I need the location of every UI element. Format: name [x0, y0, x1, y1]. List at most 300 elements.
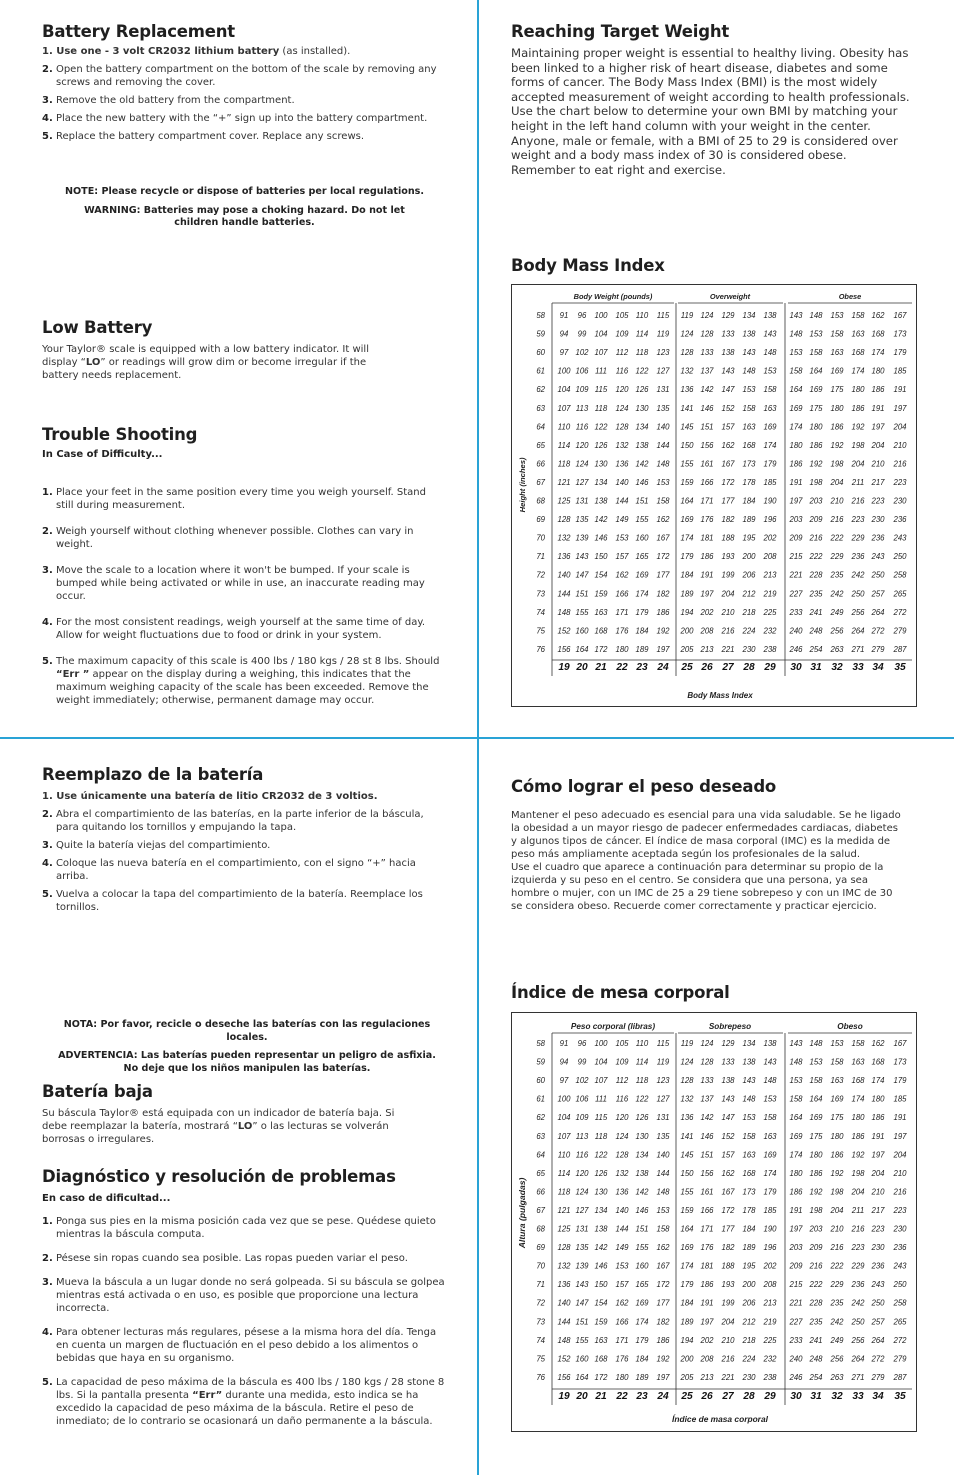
bmi-weight-cell: 179 — [893, 1076, 907, 1086]
bmi-weight-cell: 164 — [809, 1094, 823, 1104]
bmi-weight-cell: 163 — [594, 1335, 608, 1345]
bmi-weight-cell: 109 — [615, 1057, 629, 1067]
bmi-weight-cell: 113 — [575, 403, 589, 413]
bmi-weight-cell: 110 — [557, 422, 571, 432]
bmi-weight-cell: 232 — [763, 1354, 777, 1364]
bmi-weight-cell: 125 — [557, 496, 571, 506]
bmi-weight-cell: 169 — [680, 1243, 694, 1253]
bmi-weight-cell: 182 — [656, 589, 670, 599]
bmi-weight-cell: 127 — [575, 477, 589, 487]
bmi-weight-cell: 160 — [575, 1354, 589, 1364]
bmi-weight-cell: 272 — [871, 1354, 885, 1364]
bmi-weight-cell: 119 — [656, 1057, 670, 1067]
item-number: 3. — [42, 95, 53, 106]
bmi-weight-cell: 210 — [871, 1187, 885, 1197]
bmi-weight-cell: 145 — [680, 422, 694, 432]
trouble-shooting-section — [42, 425, 442, 707]
bmi-value-cell: 26 — [701, 1391, 713, 1402]
bmi-weight-cell: 143 — [789, 311, 803, 320]
bmi-weight-cell: 142 — [635, 1187, 649, 1197]
lo-code: LO — [237, 1121, 253, 1132]
bmi-height-cell: 75 — [536, 626, 545, 636]
bmi-value-cell: 28 — [743, 662, 755, 673]
bmi-weight-cell: 223 — [893, 1205, 907, 1215]
bmi-weight-cell: 162 — [871, 311, 885, 320]
bmi-value-cell: 22 — [616, 662, 628, 673]
bmi-weight-cell: 150 — [594, 552, 608, 562]
err-code: “Err ” — [56, 669, 90, 680]
bmi-value-cell: 35 — [894, 662, 906, 673]
list-item — [42, 857, 447, 883]
bmi-height-cell: 64 — [536, 422, 545, 432]
trouble-item-5 — [42, 655, 442, 707]
bmi-weight-cell: 264 — [851, 1354, 865, 1364]
trouble-item-5 — [42, 1376, 447, 1428]
item-text: Coloque las nueva batería en el compartimiento, con el signo “+” hacia arriba. — [55, 858, 416, 882]
bmi-weight-cell: 186 — [851, 1131, 865, 1141]
battery-item-1-bold: 1. Use one - 3 volt CR2032 lithium battery — [42, 46, 280, 57]
bmi-weight-cell: 142 — [594, 515, 608, 525]
bmi-weight-cell: 164 — [575, 644, 589, 654]
bmi-weight-cell: 131 — [656, 385, 670, 395]
bmi-weight-cell: 104 — [594, 1057, 608, 1067]
bmi-weight-cell: 200 — [680, 1354, 694, 1364]
bmi-height-label: Height (inches) — [518, 457, 527, 513]
bmi-weight-cell: 184 — [742, 496, 756, 506]
bmi-weight-cell: 164 — [789, 385, 803, 395]
item-number: 2. — [42, 1253, 53, 1264]
horizontal-divider — [0, 737, 954, 739]
section-title: Body Mass Index — [511, 256, 665, 275]
item-number: 5. — [42, 656, 53, 667]
bmi-weight-cell: 168 — [594, 626, 608, 636]
bmi-weight-cell: 147 — [575, 570, 589, 580]
bmi-weight-cell: 111 — [595, 1094, 607, 1104]
bmi-weight-cell: 203 — [789, 1243, 803, 1253]
bmi-weight-cell: 114 — [557, 440, 571, 450]
bmi-weight-cell: 128 — [680, 1076, 694, 1086]
bmi-height-cell: 74 — [536, 1335, 545, 1345]
bmi-weight-cell: 256 — [851, 607, 865, 617]
bmi-weight-cell: 193 — [721, 552, 735, 562]
bmi-weight-cell: 174 — [851, 1094, 865, 1104]
bmi-weight-cell: 192 — [809, 459, 823, 469]
bmi-value-cell: 27 — [722, 1391, 734, 1402]
bmi-height-cell: 70 — [536, 1261, 545, 1271]
bmi-weight-cell: 148 — [789, 1057, 803, 1067]
bmi-weight-cell: 191 — [893, 1113, 907, 1123]
bmi-weight-cell: 118 — [557, 459, 571, 469]
bmi-weight-cell: 199 — [721, 1298, 735, 1308]
bmi-weight-cell: 115 — [656, 311, 670, 320]
bmi-weight-cell: 111 — [595, 366, 607, 376]
bmi-weight-cell: 153 — [742, 1113, 756, 1123]
bmi-weight-cell: 138 — [594, 1224, 608, 1234]
bmi-weight-cell: 104 — [557, 385, 571, 395]
bmi-weight-cell: 243 — [871, 1280, 885, 1290]
bmi-weight-cell: 118 — [594, 403, 608, 413]
bmi-weight-cell: 160 — [575, 626, 589, 636]
bmi-weight-cell: 118 — [635, 1076, 649, 1086]
bmi-weight-cell: 146 — [594, 533, 608, 543]
bmi-weight-cell: 154 — [594, 1298, 608, 1308]
bmi-weight-cell: 151 — [635, 1224, 649, 1234]
bmi-weight-cell: 216 — [851, 1224, 865, 1234]
bmi-weight-cell: 189 — [635, 1372, 649, 1382]
item-text: Para obtener lecturas más regulares, pésese a la misma hora del día. Tenga en cuenta un margen de fluctuación en el peso debido a los alimentos o bebidas que haya en su organismo. — [55, 1327, 437, 1364]
bmi-weight-cell: 140 — [656, 422, 670, 432]
bmi-weight-cell: 210 — [721, 1335, 735, 1345]
bmi-weight-cell: 105 — [615, 311, 629, 320]
bmi-weight-cell: 186 — [830, 1150, 844, 1160]
bmi-weight-cell: 272 — [893, 607, 907, 617]
peso-deseado-section — [511, 777, 903, 913]
bmi-weight-cell: 197 — [700, 589, 714, 599]
bmi-weight-cell: 212 — [742, 589, 756, 599]
bmi-weight-cell: 174 — [789, 422, 803, 432]
bmi-weight-cell: 110 — [635, 311, 649, 320]
bmi-weight-cell: 186 — [789, 459, 803, 469]
bmi-weight-cell: 186 — [871, 1113, 885, 1123]
bmi-weight-cell: 135 — [656, 403, 670, 413]
bmi-weight-cell: 241 — [809, 607, 823, 617]
bmi-weight-cell: 166 — [700, 477, 714, 487]
bmi-group-header: Obese — [838, 292, 862, 301]
bmi-weight-cell: 192 — [656, 626, 670, 636]
bmi-weight-cell: 142 — [594, 1243, 608, 1253]
trouble-lead: In Case of Difficulty... — [42, 449, 163, 460]
bmi-weight-cell: 116 — [575, 1150, 589, 1160]
bmi-weight-cell: 180 — [830, 403, 844, 413]
bmi-height-cell: 62 — [536, 1113, 545, 1123]
bmi-weight-cell: 258 — [893, 1298, 907, 1308]
bmi-weight-cell: 181 — [700, 1261, 714, 1271]
bmi-weight-cell: 271 — [851, 644, 865, 654]
bmi-weight-cell: 204 — [893, 1150, 907, 1160]
item-text: Vuelva a colocar la tapa del compartimiento de la batería. Reemplace los tornillos. — [55, 889, 423, 913]
bmi-weight-cell: 106 — [575, 366, 589, 376]
bmi-weight-cell: 180 — [830, 1131, 844, 1141]
bmi-weight-cell: 148 — [763, 1076, 777, 1086]
bmi-weight-cell: 124 — [700, 311, 714, 320]
bmi-weight-cell: 162 — [615, 1298, 629, 1308]
bmi-weight-cell: 132 — [680, 1094, 694, 1104]
bmi-weight-cell: 235 — [809, 589, 823, 599]
bmi-weight-cell: 223 — [871, 496, 885, 506]
bmi-weight-cell: 189 — [635, 644, 649, 654]
bmi-group-header: Peso corporal (libras) — [570, 1022, 656, 1031]
bmi-weight-cell: 116 — [615, 1094, 629, 1104]
bmi-weight-cell: 186 — [809, 1168, 823, 1178]
bmi-weight-cell: 139 — [575, 533, 589, 543]
bmi-weight-cell: 249 — [830, 607, 844, 617]
bmi-weight-cell: 279 — [893, 626, 907, 636]
item5-text-b: durante una medida, esto indica se ha excedido la capacidad de peso máxima de la báscula. Retire el peso de inmediato; de lo contrario se ocasionará un daño permanente a la báscula. — [56, 1390, 433, 1427]
bmi-weight-cell: 215 — [789, 552, 803, 562]
bmi-weight-cell: 208 — [763, 1280, 777, 1290]
bmi-weight-cell: 169 — [789, 403, 803, 413]
bmi-weight-cell: 197 — [789, 1224, 803, 1234]
bmi-weight-cell: 151 — [700, 1150, 714, 1160]
list-item — [42, 1326, 447, 1365]
bmi-value-cell: 34 — [872, 1391, 884, 1402]
bmi-weight-cell: 133 — [721, 1057, 735, 1067]
bmi-weight-cell: 287 — [893, 644, 907, 654]
bmi-weight-cell: 114 — [635, 329, 649, 339]
bmi-weight-cell: 202 — [700, 607, 714, 617]
section-title: Cómo lograr el peso deseado — [511, 777, 777, 796]
item-text: Pésese sin ropas cuando sea posible. Las ropas pueden variar el peso. — [55, 1253, 408, 1264]
bmi-value-cell: 21 — [595, 1391, 607, 1402]
bmi-weight-cell: 107 — [557, 1131, 571, 1141]
bmi-weight-cell: 147 — [721, 385, 735, 395]
bmi-weight-cell: 279 — [871, 1372, 885, 1382]
bmi-weight-cell: 188 — [721, 1261, 735, 1271]
bmi-weight-cell: 224 — [742, 626, 756, 636]
bmi-weight-cell: 184 — [742, 1224, 756, 1234]
bmi-weight-cell: 120 — [615, 385, 629, 395]
bmi-height-cell: 58 — [536, 1039, 545, 1048]
bmi-weight-cell: 189 — [680, 1317, 694, 1327]
bmi-weight-cell: 142 — [700, 1113, 714, 1123]
bmi-weight-cell: 218 — [742, 1335, 756, 1345]
bmi-weight-cell: 204 — [830, 477, 844, 487]
bmi-weight-cell: 217 — [871, 477, 885, 487]
bmi-weight-cell: 191 — [871, 403, 885, 413]
bmi-weight-cell: 233 — [789, 1335, 803, 1345]
bmi-weight-cell: 174 — [635, 589, 649, 599]
item-text: Abra el compartimiento de las baterías, en la parte inferior de la báscula, para quitando los tornillos y empujando la tapa. — [55, 809, 424, 833]
bmi-weight-cell: 164 — [680, 1224, 694, 1234]
bmi-weight-cell: 178 — [742, 477, 756, 487]
bmi-weight-cell: 192 — [830, 440, 844, 450]
item-text: Open the battery compartment on the bottom of the scale by removing any screws and removing the cover. — [55, 64, 437, 88]
bmi-weight-cell: 208 — [700, 1354, 714, 1364]
bmi-weight-cell: 140 — [557, 570, 571, 580]
bmi-weight-cell: 143 — [742, 348, 756, 358]
bmi-weight-cell: 110 — [635, 1039, 649, 1048]
bmi-weight-cell: 122 — [635, 1094, 649, 1104]
bmi-weight-cell: 243 — [893, 533, 907, 543]
bmi-weight-cell: 157 — [721, 422, 735, 432]
bmi-weight-cell: 189 — [680, 589, 694, 599]
bmi-weight-cell: 195 — [742, 533, 756, 543]
item-text: Replace the battery compartment cover. Replace any screws. — [55, 131, 365, 142]
list-item — [42, 486, 442, 512]
bmi-weight-cell: 227 — [789, 589, 803, 599]
bmi-weight-cell: 185 — [763, 1205, 777, 1215]
bmi-footer-label: Índice de masa corporal — [672, 1414, 768, 1424]
bmi-weight-cell: 124 — [680, 1057, 694, 1067]
bmi-weight-cell: 100 — [594, 311, 608, 320]
bmi-weight-cell: 230 — [742, 1372, 756, 1382]
section-title: Trouble Shooting — [42, 425, 198, 444]
bmi-weight-cell: 153 — [763, 366, 777, 376]
bmi-weight-cell: 156 — [700, 1168, 714, 1178]
bmi-weight-cell: 186 — [700, 552, 714, 562]
bmi-weight-cell: 166 — [700, 1205, 714, 1215]
bmi-weight-cell: 169 — [830, 366, 844, 376]
bmi-weight-cell: 138 — [635, 1168, 649, 1178]
bmi-weight-cell: 242 — [830, 589, 844, 599]
bmi-weight-cell: 126 — [635, 1113, 649, 1123]
bmi-chart-es — [511, 1012, 917, 1432]
item-number: 5. — [42, 131, 53, 142]
bmi-weight-cell: 204 — [851, 1187, 865, 1197]
bmi-weight-cell: 179 — [763, 1187, 777, 1197]
bmi-weight-cell: 162 — [615, 570, 629, 580]
bmi-weight-cell: 229 — [851, 533, 865, 543]
bmi-weight-cell: 180 — [871, 1094, 885, 1104]
low-battery-text-a: Su báscula Taylor® está equipada con un indicador de batería baja. Si debe reemplazar la batería, mostrará “ — [42, 1108, 395, 1132]
bmi-table-en — [512, 285, 916, 706]
item-number: 4. — [42, 617, 53, 628]
bmi-weight-cell: 186 — [830, 422, 844, 432]
bmi-weight-cell: 106 — [575, 1094, 589, 1104]
battery-item-1 — [42, 790, 447, 803]
bmi-weight-cell: 144 — [656, 1168, 670, 1178]
bmi-weight-cell: 148 — [763, 348, 777, 358]
bmi-height-cell: 67 — [536, 477, 545, 487]
item-text: For the most consistent readings, weigh yourself at the same time of day. Allow for weight fluctuations due to food or drink in your system. — [55, 617, 425, 641]
bmi-value-cell: 19 — [558, 1391, 570, 1402]
bmi-height-cell: 71 — [536, 552, 545, 562]
bmi-weight-cell: 128 — [700, 1057, 714, 1067]
bmi-height-cell: 68 — [536, 1224, 545, 1234]
bmi-height-label: Altura (pulgadas) — [517, 1177, 527, 1249]
bmi-weight-cell: 155 — [575, 607, 589, 617]
bmi-weight-cell: 138 — [742, 1057, 756, 1067]
bmi-weight-cell: 179 — [635, 607, 649, 617]
bmi-weight-cell: 222 — [830, 1261, 844, 1271]
battery-item-1-bold: 1. Use únicamente una batería de litio CR2032 de 3 voltios. — [42, 791, 378, 802]
bmi-height-cell: 62 — [536, 385, 545, 395]
bmi-weight-cell: 158 — [656, 496, 670, 506]
bmi-weight-cell: 219 — [763, 589, 777, 599]
bmi-weight-cell: 178 — [742, 1205, 756, 1215]
bmi-weight-cell: 222 — [809, 1280, 823, 1290]
bmi-weight-cell: 153 — [789, 348, 803, 358]
bmi-weight-cell: 94 — [559, 1057, 569, 1067]
bmi-weight-cell: 144 — [656, 440, 670, 450]
bmi-weight-cell: 197 — [871, 1150, 885, 1160]
bmi-weight-cell: 156 — [557, 1372, 571, 1382]
bmi-weight-cell: 136 — [680, 1113, 694, 1123]
bmi-weight-cell: 124 — [575, 1187, 589, 1197]
bmi-weight-cell: 169 — [680, 515, 694, 525]
bmi-weight-cell: 263 — [830, 644, 844, 654]
item-text: Place your feet in the same position every time you weigh yourself. Stand still during measurement. — [55, 487, 426, 511]
bmi-weight-cell: 132 — [557, 1261, 571, 1271]
bmi-weight-cell: 228 — [809, 1298, 823, 1308]
bmi-weight-cell: 167 — [721, 1187, 735, 1197]
bmi-weight-cell: 163 — [851, 329, 865, 339]
bmi-weight-cell: 235 — [809, 1317, 823, 1327]
bmi-weight-cell: 180 — [851, 1113, 865, 1123]
list-item — [42, 1276, 447, 1315]
bmi-weight-cell: 205 — [680, 644, 694, 654]
bmi-weight-cell: 218 — [742, 607, 756, 617]
bmi-weight-cell: 158 — [830, 1057, 844, 1067]
bmi-weight-cell: 128 — [557, 1243, 571, 1253]
bmi-weight-cell: 105 — [615, 1039, 629, 1048]
bmi-weight-cell: 265 — [893, 1317, 907, 1327]
bmi-weight-cell: 114 — [635, 1057, 649, 1067]
bmi-weight-cell: 216 — [721, 1354, 735, 1364]
bmi-weight-cell: 180 — [851, 385, 865, 395]
bmi-weight-cell: 172 — [656, 552, 670, 562]
bmi-height-cell: 75 — [536, 1354, 545, 1364]
bmi-weight-cell: 168 — [851, 1076, 865, 1086]
bmi-weight-cell: 168 — [594, 1354, 608, 1364]
trouble-list-es — [42, 1215, 447, 1365]
bmi-weight-cell: 177 — [656, 1298, 670, 1308]
bmi-weight-cell: 145 — [680, 1150, 694, 1160]
bmi-weight-cell: 203 — [809, 1224, 823, 1234]
trouble-list — [42, 486, 442, 642]
bmi-weight-cell: 110 — [557, 1150, 571, 1160]
bmi-weight-cell: 148 — [557, 607, 571, 617]
bmi-value-cell: 31 — [810, 1391, 822, 1402]
list-item — [42, 888, 447, 914]
bmi-weight-cell: 186 — [656, 607, 670, 617]
item-number: 3. — [42, 565, 53, 576]
bmi-weight-cell: 136 — [557, 1280, 571, 1290]
bmi-weight-cell: 236 — [851, 1280, 865, 1290]
bmi-weight-cell: 169 — [635, 1298, 649, 1308]
bmi-weight-cell: 163 — [830, 348, 844, 358]
bmi-weight-cell: 166 — [615, 1317, 629, 1327]
bmi-height-cell: 72 — [536, 570, 545, 580]
bmi-weight-cell: 151 — [700, 422, 714, 432]
bmi-weight-cell: 186 — [700, 1280, 714, 1290]
bmi-weight-cell: 162 — [721, 1168, 735, 1178]
bmi-weight-cell: 116 — [615, 366, 629, 376]
bmi-weight-cell: 138 — [763, 311, 777, 320]
battery-note: NOTA: Por favor, recicle o deseche las baterías con las regulaciones locales. — [63, 1019, 431, 1043]
bmi-weight-cell: 143 — [789, 1039, 803, 1048]
bmi-weight-cell: 204 — [871, 1168, 885, 1178]
bmi-weight-cell: 272 — [871, 626, 885, 636]
bmi-weight-cell: 133 — [700, 1076, 714, 1086]
bmi-weight-cell: 204 — [851, 459, 865, 469]
bmi-weight-cell: 182 — [656, 1317, 670, 1327]
section-title: Battery Replacement — [42, 22, 235, 41]
bmi-value-cell: 28 — [743, 1391, 755, 1402]
bmi-weight-cell: 191 — [789, 477, 803, 487]
bmi-weight-cell: 250 — [851, 1317, 865, 1327]
bmi-weight-cell: 125 — [557, 1224, 571, 1234]
err-code: “Err” — [192, 1390, 223, 1401]
bmi-height-cell: 69 — [536, 1243, 545, 1253]
bmi-value-cell: 20 — [576, 1391, 588, 1402]
bmi-weight-cell: 114 — [557, 1168, 571, 1178]
bmi-weight-cell: 254 — [809, 644, 823, 654]
bmi-weight-cell: 130 — [594, 459, 608, 469]
bmi-weight-cell: 287 — [893, 1372, 907, 1382]
bmi-group-header: Sobrepeso — [708, 1022, 752, 1031]
bmi-weight-cell: 124 — [700, 1039, 714, 1048]
bmi-weight-cell: 146 — [700, 1131, 714, 1141]
bmi-weight-cell: 149 — [615, 1243, 629, 1253]
bmi-weight-cell: 209 — [789, 1261, 803, 1271]
bmi-weight-cell: 152 — [557, 626, 571, 636]
bmi-weight-cell: 256 — [851, 1335, 865, 1345]
bmi-weight-cell: 100 — [594, 1039, 608, 1048]
bmi-weight-cell: 119 — [680, 311, 694, 320]
bmi-weight-cell: 162 — [656, 1243, 670, 1253]
bmi-weight-cell: 172 — [594, 644, 608, 654]
